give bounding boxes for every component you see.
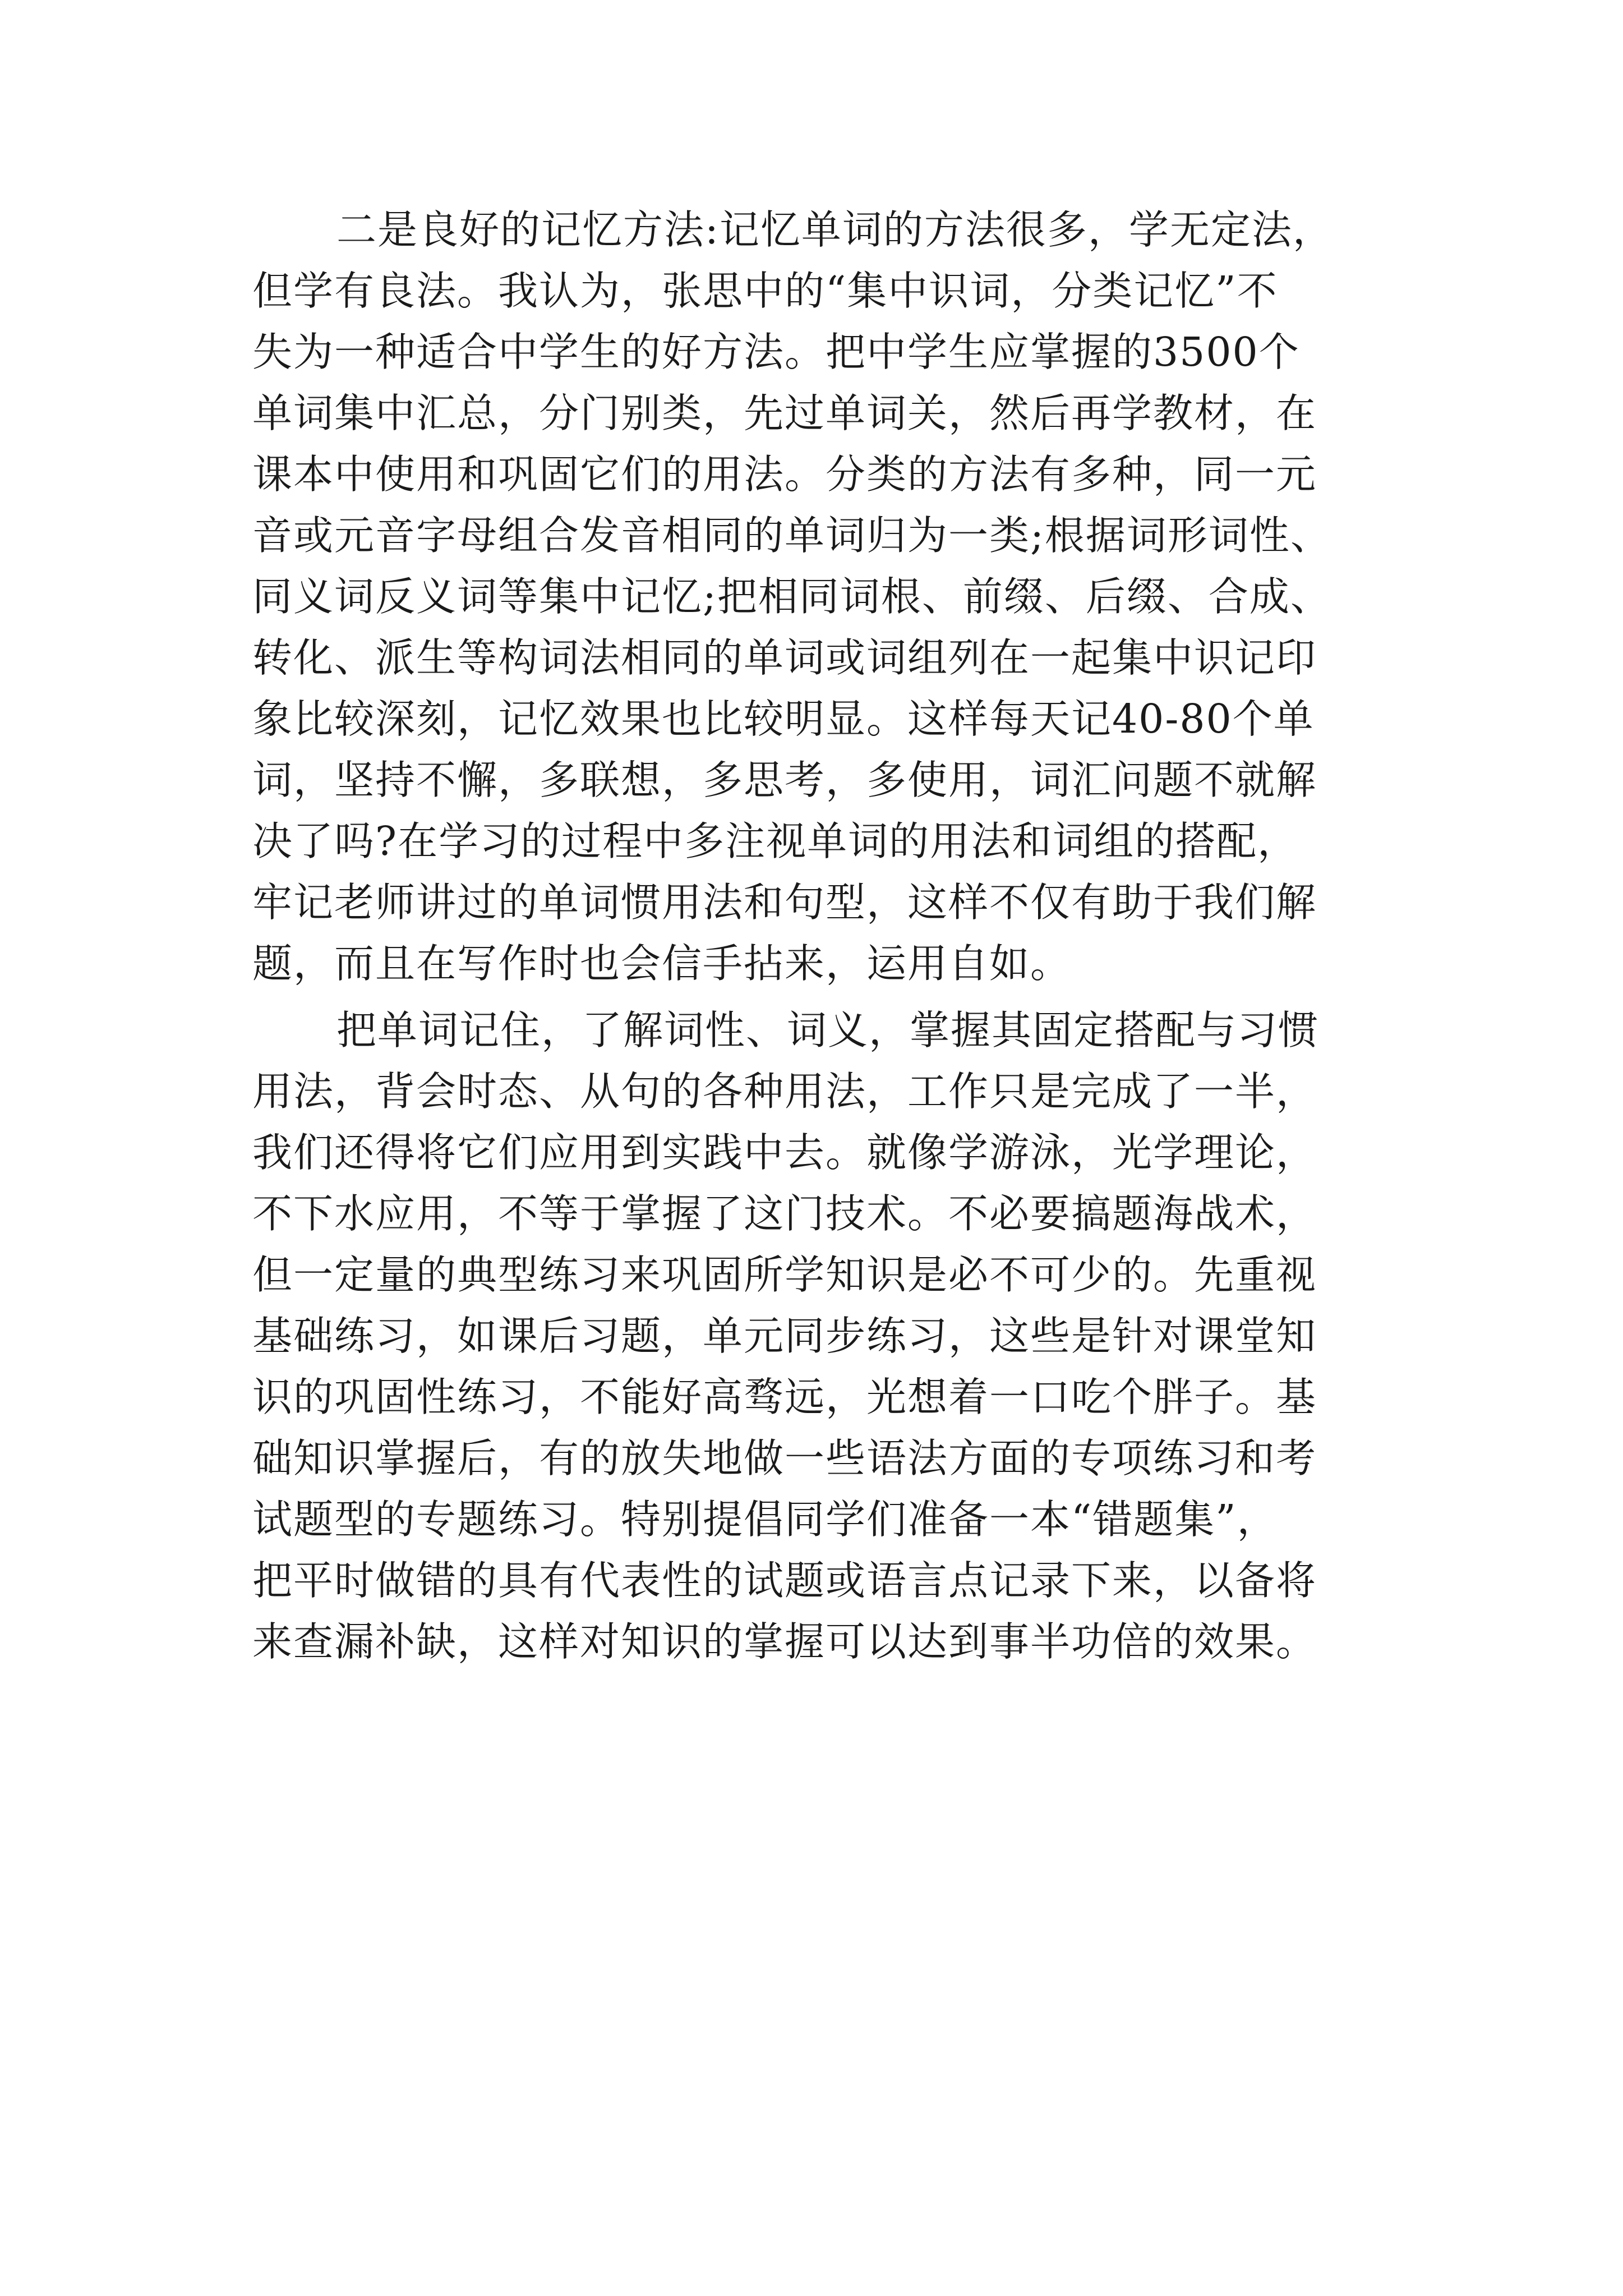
paragraph-line: 我们还得将它们应用到实践中去。就像学游泳，光学理论， bbox=[252, 1129, 1317, 1176]
paragraph-line: 但学有良法。我认为，张思中的“集中识词，分类记忆”不 bbox=[252, 268, 1278, 314]
paragraph-line: 识的巩固性练习，不能好高骛远，光想着一口吃个胖子。基 bbox=[252, 1374, 1317, 1420]
paragraph-line: 基础练习，如课后习题，单元同步练习，这些是针对课堂知 bbox=[252, 1313, 1317, 1359]
paragraph-line: 把平时做错的具有代表性的试题或语言点记录下来，以备将 bbox=[252, 1557, 1317, 1604]
paragraph-line: 决了吗?在学习的过程中多注视单词的用法和词组的搭配， bbox=[252, 818, 1299, 864]
paragraph-line: 试题型的专题练习。特别提倡同学们准备一本“错题集”， bbox=[252, 1496, 1278, 1543]
paragraph-line: 转化、派生等构词法相同的单词或词组列在一起集中识记印 bbox=[252, 634, 1317, 681]
paragraph-line: 课本中使用和巩固它们的用法。分类的方法有多种，同一元 bbox=[252, 451, 1317, 498]
paragraph-line: 把单词记住，了解词性、词义，掌握其固定搭配与习惯 bbox=[336, 1007, 1320, 1053]
paragraph-line: 来查漏补缺，这样对知识的掌握可以达到事半功倍的效果。 bbox=[252, 1618, 1317, 1665]
paragraph-line: 不下水应用，不等于掌握了这门技术。不必要搞题海战术， bbox=[252, 1190, 1317, 1237]
paragraph-2 bbox=[252, 1000, 1402, 1672]
paragraph-line: 失为一种适合中学生的好方法。把中学生应掌握的3500个 bbox=[252, 329, 1300, 375]
paragraph-gap bbox=[252, 994, 1402, 1000]
paragraph-line: 题，而且在写作时也会信手拈来，运用自如。 bbox=[252, 940, 1072, 987]
paragraph-line: 础知识掌握后，有的放失地做一些语法方面的专项练习和考 bbox=[252, 1435, 1317, 1481]
paragraph-line: 牢记老师讲过的单词惯用法和句型，这样不仅有助于我们解 bbox=[252, 879, 1317, 926]
paragraph-line: 单词集中汇总，分门别类，先过单词关，然后再学教材，在 bbox=[252, 390, 1317, 436]
paragraph-line: 象比较深刻，记忆效果也比较明显。这样每天记40-80个单 bbox=[252, 696, 1315, 742]
paragraph-1 bbox=[252, 199, 1402, 994]
paragraph-line: 同义词反义词等集中记忆;把相同词根、前缀、后缀、合成、 bbox=[252, 573, 1331, 620]
document-body bbox=[252, 199, 1402, 1672]
paragraph-line: 二是良好的记忆方法:记忆单词的方法很多，学无定法， bbox=[336, 206, 1334, 253]
paragraph-line: 音或元音字母组合发音相同的单词归为一类;根据词形词性、 bbox=[252, 512, 1331, 559]
paragraph-line: 词，坚持不懈，多联想，多思考，多使用，词汇问题不就解 bbox=[252, 757, 1317, 803]
paragraph-line: 但一定量的典型练习来巩固所学知识是必不可少的。先重视 bbox=[252, 1251, 1317, 1298]
paragraph-line: 用法，背会时态、从句的各种用法，工作只是完成了一半， bbox=[252, 1068, 1317, 1115]
